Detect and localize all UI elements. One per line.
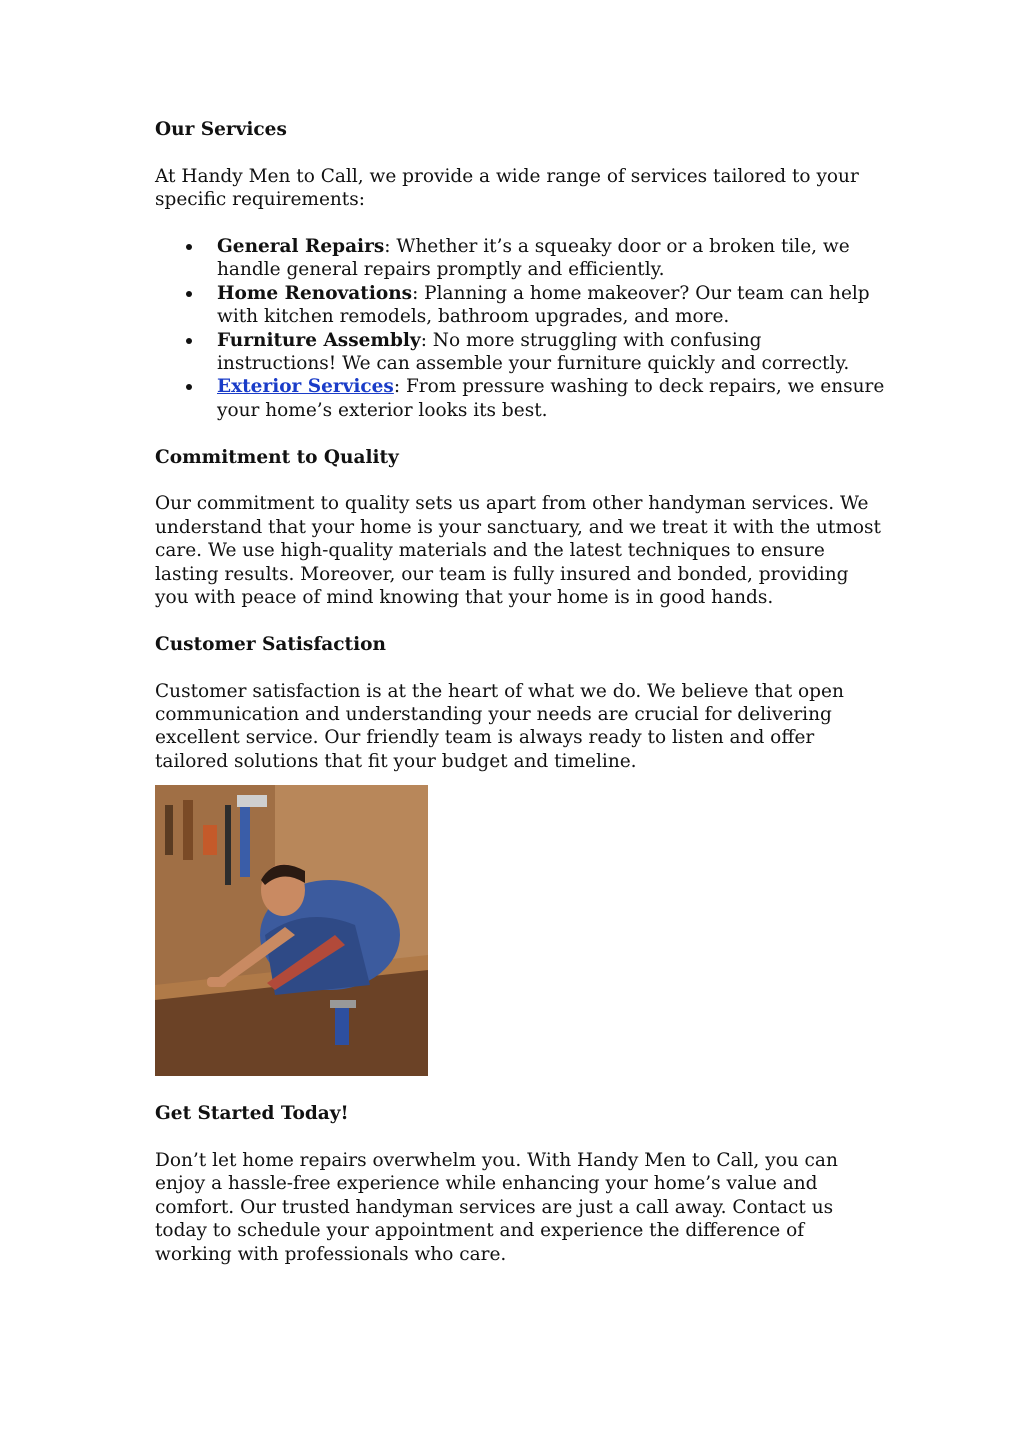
exterior-services-link[interactable]: Exterior Services — [217, 376, 394, 398]
service-title: General Repairs — [217, 236, 385, 257]
list-item — [155, 282, 885, 329]
services-intro: At Handy Men to Call, we provide a wide range of services tailored to your specific requirements: — [155, 165, 859, 211]
satisfaction-heading: Customer Satisfaction — [155, 633, 386, 655]
list-item — [155, 329, 885, 376]
service-text: : No more struggling with confusing instructions! We can assemble your furniture quickly and correctly. — [217, 329, 850, 375]
list-item — [155, 235, 885, 282]
bullet-icon — [186, 291, 192, 297]
document-page — [155, 118, 885, 1266]
service-text: : Whether it’s a squeaky door or a broken tile, we handle general repairs promptly and efficiently. — [217, 236, 850, 281]
satisfaction-body: Customer satisfaction is at the heart of what we do. We believe that open communication and understanding your needs are crucial for delivering excellent service. Our friendly team is always ready to listen and offer tailored solutions that fit your budget and timeline. — [155, 680, 844, 772]
quality-heading: Commitment to Quality — [155, 446, 399, 468]
start-body: Don’t let home repairs overwhelm you. With Handy Men to Call, you can enjoy a hassle-free experience while enhancing your home’s value and comfort. Our trusted handyman services are just a call away. Contact us today to schedule your appointment and experience the difference of working with professionals who care. — [155, 1150, 838, 1265]
services-heading: Our Services — [155, 119, 287, 140]
start-heading: Get Started Today! — [155, 1103, 349, 1125]
service-title: Furniture Assembly — [217, 329, 421, 351]
quality-body: Our commitment to quality sets us apart from other handyman services. We understand that your home is your sanctuary, and we treat it with the utmost care. We use high-quality materials and the latest techniques to ensure lasting results. Moreover, our team is fully insured and bonded, providing you with peace of mind knowing that your home is in good hands. — [155, 493, 881, 609]
service-title: Home Renovations — [217, 282, 413, 304]
bullet-icon — [186, 244, 192, 250]
bullet-icon — [186, 384, 192, 390]
service-text: : From pressure washing to deck repairs, we ensure your home’s exterior looks its best. — [217, 376, 885, 421]
handyman-illustration — [155, 785, 428, 1076]
services-list — [155, 235, 885, 422]
service-text: : Planning a home makeover? Our team can help with kitchen remodels, bathroom upgrades, and more. — [217, 282, 870, 328]
list-item — [155, 375, 885, 422]
bullet-icon — [186, 338, 192, 344]
handyman-photo — [155, 785, 428, 1076]
